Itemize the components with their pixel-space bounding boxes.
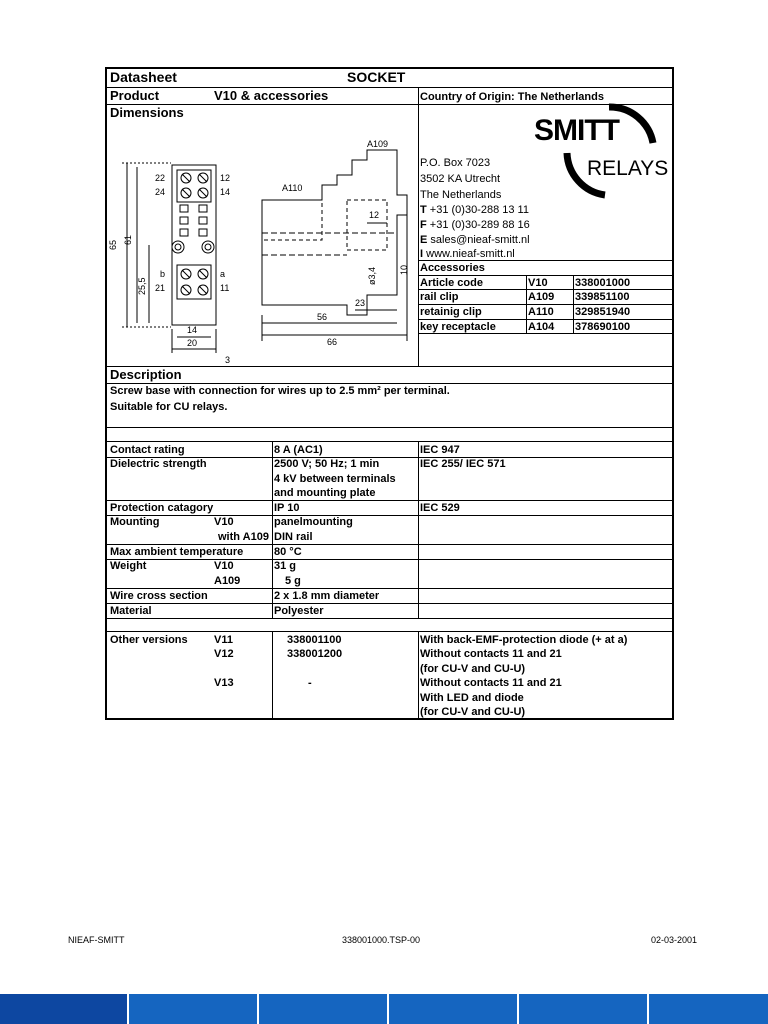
- footer-bar-segment: [519, 994, 647, 1024]
- web-prefix: I: [420, 248, 424, 260]
- spec-value: IP 10: [274, 502, 300, 514]
- accessories-heading: Accessories: [420, 262, 485, 274]
- address-country: The Netherlands: [420, 189, 502, 201]
- address-fax: [420, 218, 530, 232]
- spec-label: Weight: [110, 560, 147, 572]
- smitt-logo-text: SMITT: [534, 114, 619, 147]
- version-code: V12: [214, 648, 234, 660]
- email-address: sales@nieaf-smitt.nl: [427, 234, 530, 246]
- spec-value: and mounting plate: [274, 487, 376, 499]
- rule: [526, 275, 527, 333]
- spec-label: Protection catagory: [110, 502, 214, 514]
- footer-bar-segment: [129, 994, 257, 1024]
- description-heading: Description: [110, 367, 182, 382]
- rule: [418, 87, 419, 366]
- dim-label: 23: [355, 298, 366, 308]
- footer-bar-segment: [0, 994, 127, 1024]
- dim-label: 24: [155, 187, 166, 197]
- dim-label: 25,5: [137, 277, 147, 295]
- acc-cell: A110: [528, 306, 554, 318]
- version-desc: (for CU-V and CU-U): [420, 706, 526, 718]
- country-of-origin: Country of Origin: The Netherlands: [420, 91, 604, 103]
- product-value: V10 & accessories: [214, 88, 329, 103]
- rule: [107, 618, 672, 619]
- version-desc: With LED and diode: [420, 692, 524, 704]
- dim-label: 56: [317, 312, 328, 322]
- footer-company: NIEAF-SMITT: [68, 935, 125, 945]
- spec-sublabel: V10: [214, 560, 234, 572]
- version-desc: Without contacts 11 and 21: [420, 648, 562, 660]
- acc-cell: 329851940: [575, 306, 631, 318]
- dim-label: 3: [225, 355, 231, 365]
- fax-number: +31 (0)30-289 88 16: [426, 219, 530, 231]
- spec-label: Dielectric strength: [110, 458, 207, 470]
- footer-date: 02-03-2001: [651, 935, 698, 945]
- spec-value: 5 g: [285, 575, 301, 587]
- dim-label: 21: [155, 283, 166, 293]
- spec-label: Contact rating: [110, 444, 185, 456]
- acc-cell: V10: [528, 277, 548, 289]
- spec-value: 8 A (AC1): [274, 444, 323, 456]
- dim-label: 12: [220, 173, 231, 183]
- spec-sublabel: A109: [214, 575, 241, 587]
- spec-label: Mounting: [110, 516, 160, 528]
- relays-logo-text: RELAYS: [587, 157, 669, 180]
- rule: [107, 87, 672, 88]
- dim-label: 65: [108, 239, 118, 250]
- dim-label: 61: [123, 234, 133, 245]
- spec-value: panelmounting: [274, 516, 353, 528]
- dim-label: ø3,4: [367, 266, 377, 285]
- email-prefix: E: [420, 234, 428, 246]
- spec-value: 2500 V; 50 Hz; 1 min: [274, 458, 380, 470]
- spec-label: Wire cross section: [110, 590, 208, 602]
- footer-doc-number: 338001000.TSP-00: [342, 935, 421, 945]
- rule: [107, 515, 672, 516]
- dim-label: 12: [369, 210, 380, 220]
- web-address: www.nieaf-smitt.nl: [423, 248, 515, 260]
- address-po-box: P.O. Box 7023: [420, 157, 491, 169]
- product-label: Product: [110, 88, 160, 103]
- acc-cell: 338001000: [575, 277, 631, 289]
- footer-bar-segment: [649, 994, 768, 1024]
- dim-label: A110: [282, 183, 303, 193]
- dim-label: 10: [399, 264, 409, 275]
- rule: [418, 631, 419, 720]
- dim-label: 20: [187, 338, 198, 348]
- spec-value: DIN rail: [274, 531, 313, 543]
- description-line: Screw base with connection for wires up to 2.5 mm² per terminal.: [110, 385, 450, 397]
- rule: [107, 441, 672, 442]
- rule: [107, 631, 672, 632]
- phone-number: +31 (0)30-288 13 11: [426, 204, 529, 216]
- logo-arc-icon: [557, 103, 677, 203]
- acc-cell: retainig clip: [420, 306, 482, 318]
- rule: [418, 441, 419, 618]
- acc-cell: 378690100: [575, 321, 631, 333]
- acc-cell: key receptacle: [420, 321, 496, 333]
- acc-cell: A104: [528, 321, 555, 333]
- socket-title: SOCKET: [347, 69, 406, 85]
- datasheet-title: Datasheet: [110, 69, 177, 85]
- dim-label: 66: [327, 337, 338, 347]
- acc-cell: Article code: [420, 277, 483, 289]
- version-desc: Without contacts 11 and 21: [420, 677, 562, 689]
- rule: [107, 603, 672, 604]
- dim-label: 14: [187, 325, 198, 335]
- datasheet-table: [105, 67, 674, 720]
- spec-label: Max ambient temperature: [110, 546, 244, 558]
- dim-label: 14: [220, 187, 231, 197]
- spec-value: Polyester: [274, 605, 324, 617]
- description-line: Suitable for CU relays.: [110, 401, 228, 413]
- acc-cell: A109: [528, 291, 555, 303]
- acc-cell: rail clip: [420, 291, 459, 303]
- dim-label: 22: [155, 173, 166, 183]
- spec-label: Material: [110, 605, 152, 617]
- spec-value: 31 g: [274, 560, 297, 572]
- rule: [107, 427, 672, 428]
- spec-sublabel: V10: [214, 516, 234, 528]
- version-desc: With back-EMF-protection diode (+ at a): [420, 634, 628, 646]
- fax-prefix: F: [420, 219, 427, 231]
- dim-label: A109: [367, 139, 389, 149]
- dimension-drawing: [107, 105, 417, 365]
- version-desc: (for CU-V and CU-U): [420, 663, 526, 675]
- version-code: V11: [214, 634, 233, 646]
- versions-label: Other versions: [110, 634, 188, 646]
- footer-bar-segment: [389, 994, 517, 1024]
- dimensions-heading: Dimensions: [110, 105, 184, 120]
- rule: [272, 441, 273, 618]
- spec-sublabel: with A109: [218, 531, 269, 543]
- address-web: [420, 247, 515, 261]
- dim-label: b: [160, 269, 166, 279]
- version-article: -: [308, 677, 312, 689]
- rule: [107, 559, 672, 560]
- version-article: 338001200: [287, 648, 343, 660]
- rule: [107, 366, 672, 367]
- rule: [272, 631, 273, 720]
- address-phone: [420, 203, 529, 217]
- spec-standard: IEC 947: [420, 444, 460, 456]
- spec-standard: IEC 529: [420, 502, 460, 514]
- footer-bar-segment: [259, 994, 387, 1024]
- spec-value: 2 x 1.8 mm diameter: [274, 590, 380, 602]
- acc-cell: 339851100: [575, 291, 630, 303]
- address-city: 3502 KA Utrecht: [420, 173, 501, 185]
- spec-value: 80 °C: [274, 546, 302, 558]
- rule: [573, 275, 574, 333]
- phone-prefix: T: [420, 204, 427, 216]
- dim-label: 11: [220, 283, 230, 293]
- spec-standard: IEC 255/ IEC 571: [420, 458, 506, 470]
- dim-label: a: [220, 269, 226, 279]
- version-code: V13: [214, 677, 234, 689]
- address-email: [420, 233, 530, 247]
- version-article: 338001100: [287, 634, 342, 646]
- spec-value: 4 kV between terminals: [274, 473, 396, 485]
